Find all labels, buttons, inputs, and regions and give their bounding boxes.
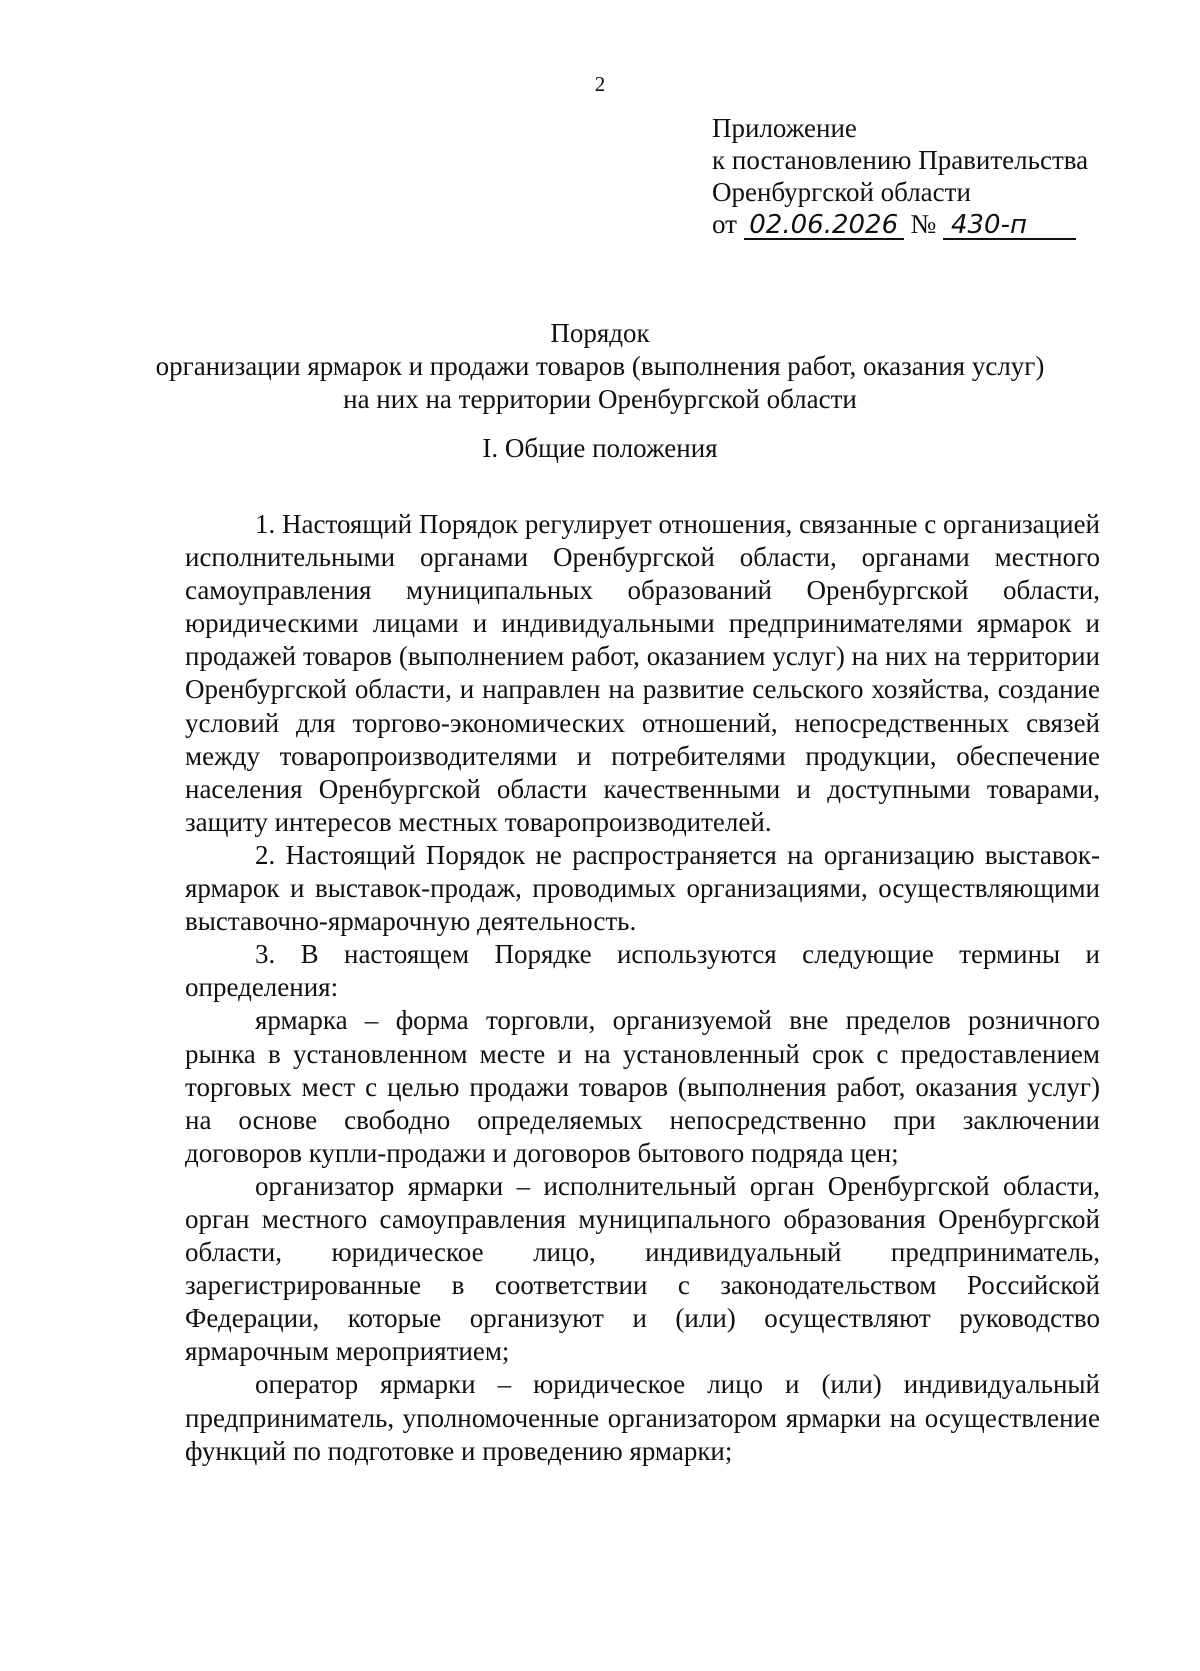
section-heading: I. Общие положения [482, 433, 718, 463]
appendix-line-3: Оренбургской области [712, 177, 971, 207]
paragraph: 1. Настоящий Порядок регулирует отношения, связанные с организацией исполнительными органами Оренбургской области, органами местного самоуправления муниципальных образований Оренбургской области, юридическими лицами и индивидуальными предпринимателями ярмарок и продажей товаров (выполнением работ, оказанием услуг) на них на территории Оренбургской области, и направлен на развитие сельского хозяйства, создание условий для торгово-экономических отношений, непосредственных связей между товаропроизводителями и потребителями продукции, обеспечение населения Оренбургской области качественными и доступными товарами, защиту интересов местных товаропроизводителей. [185, 509, 1100, 837]
number-label: № [910, 209, 937, 239]
handwritten-date: 02.06.2026 [744, 212, 904, 240]
paragraph: ярмарка – форма торговли, организуемой вне пределов розничного рынка в установленном месте и на установленный срок с предоставлением торговых мест с целью продажи товаров (выполнения работ, оказания услуг) на основе свободно определяемых непосредственно при заключении договоров купли-продажи и договоров бытового подряда цен; [185, 1005, 1100, 1168]
paragraph: 3. В настоящем Порядке используются следующие термины и определения: [185, 939, 1100, 1003]
appendix-line-2: к постановлению Правительства [712, 145, 1089, 175]
paragraph: организатор ярмарки – исполнительный орган Оренбургской области, орган местного самоуправления муниципального образования Оренбургской области, юридическое лицо, индивидуальный предприниматель, зарегистрированные в соответствии с законодательством Российской Федерации, которые организуют и (или) осуществляют руководство ярмарочным мероприятием; [185, 1170, 1100, 1367]
title-line-3: на них на территории Оренбургской области [343, 384, 857, 414]
page-number: 2 [594, 72, 606, 96]
paragraph: 2. Настоящий Порядок не распространяется на организацию выставок-ярмарок и выставок-продаж, проводимых организациями, осуществляющими выставочно-ярмарочную деятельность. [185, 839, 1100, 937]
document-title [0, 317, 1200, 416]
appendix-line-1: Приложение [712, 113, 857, 143]
title-line-1: Порядок [550, 318, 650, 348]
handwritten-number: 430-п [943, 212, 1076, 240]
appendix-block [712, 112, 1088, 240]
body-text [185, 508, 1100, 1468]
title-line-2: организации ярмарок и продажи товаров (выполнения работ, оказания услуг) [155, 351, 1045, 381]
from-label: от [712, 209, 737, 239]
paragraph: оператор ярмарки – юридическое лицо и (или) индивидуальный предприниматель, уполномоченные организатором ярмарки на осуществление функций по подготовке и проведению ярмарки; [185, 1369, 1100, 1466]
appendix-date-line [712, 208, 1088, 240]
